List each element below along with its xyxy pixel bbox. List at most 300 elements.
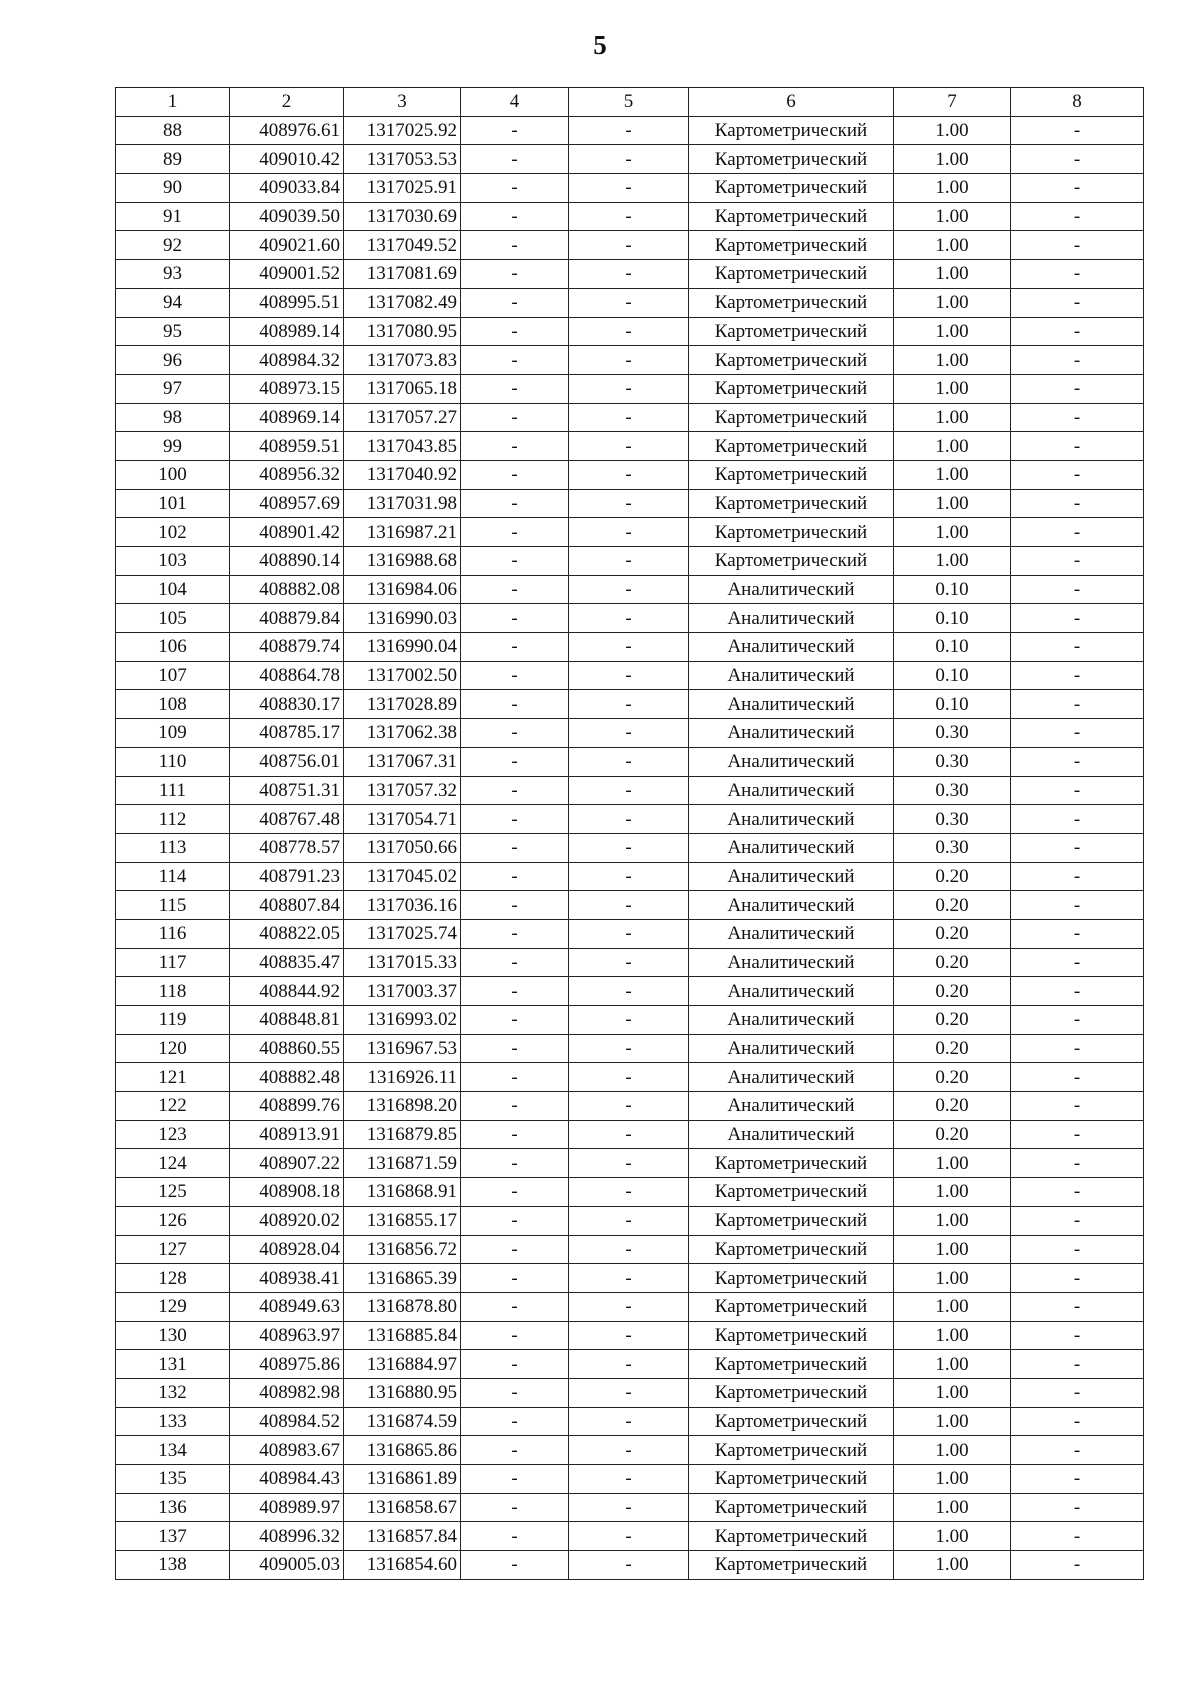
column-8-cell: - — [1011, 346, 1144, 375]
column-8-cell: - — [1011, 661, 1144, 690]
column-5-cell: - — [569, 1120, 689, 1149]
y-coordinate-cell: 1317043.85 — [344, 432, 461, 461]
method-cell: Аналитический — [689, 604, 894, 633]
column-4-cell: - — [461, 575, 569, 604]
column-8-cell: - — [1011, 260, 1144, 289]
table-row — [116, 1206, 1144, 1235]
y-coordinate-cell: 1316858.67 — [344, 1493, 461, 1522]
y-coordinate-cell: 1316990.03 — [344, 604, 461, 633]
x-coordinate-cell: 408975.86 — [230, 1350, 344, 1379]
y-coordinate-cell: 1316967.53 — [344, 1034, 461, 1063]
column-5-cell: - — [569, 1149, 689, 1178]
column-5-cell: - — [569, 547, 689, 576]
method-cell: Аналитический — [689, 1006, 894, 1035]
column-5-cell: - — [569, 346, 689, 375]
column-5-cell: - — [569, 1034, 689, 1063]
column-5-cell: - — [569, 174, 689, 203]
point-number-cell: 113 — [116, 833, 230, 862]
column-5-cell: - — [569, 1551, 689, 1580]
x-coordinate-cell: 408956.32 — [230, 460, 344, 489]
column-4-cell: - — [461, 374, 569, 403]
point-number-cell: 99 — [116, 432, 230, 461]
column-4-cell: - — [461, 288, 569, 317]
table-row — [116, 833, 1144, 862]
point-number-cell: 91 — [116, 202, 230, 231]
accuracy-cell: 0.30 — [894, 776, 1011, 805]
method-cell: Картометрический — [689, 1551, 894, 1580]
column-4-cell: - — [461, 518, 569, 547]
point-number-cell: 131 — [116, 1350, 230, 1379]
column-header-1: 1 — [116, 88, 230, 117]
y-coordinate-cell: 1317045.02 — [344, 862, 461, 891]
column-5-cell: - — [569, 747, 689, 776]
method-cell: Картометрический — [689, 1178, 894, 1207]
method-cell: Аналитический — [689, 661, 894, 690]
method-cell: Картометрический — [689, 1235, 894, 1264]
column-5-cell: - — [569, 489, 689, 518]
method-cell: Картометрический — [689, 231, 894, 260]
x-coordinate-cell: 408976.61 — [230, 116, 344, 145]
column-5-cell: - — [569, 776, 689, 805]
column-4-cell: - — [461, 260, 569, 289]
accuracy-cell: 0.20 — [894, 1092, 1011, 1121]
column-5-cell: - — [569, 805, 689, 834]
method-cell: Аналитический — [689, 1034, 894, 1063]
column-4-cell: - — [461, 977, 569, 1006]
table-row — [116, 862, 1144, 891]
table-row — [116, 145, 1144, 174]
column-8-cell: - — [1011, 288, 1144, 317]
y-coordinate-cell: 1316856.72 — [344, 1235, 461, 1264]
point-number-cell: 110 — [116, 747, 230, 776]
column-8-cell: - — [1011, 1006, 1144, 1035]
accuracy-cell: 0.30 — [894, 719, 1011, 748]
column-8-cell: - — [1011, 690, 1144, 719]
point-number-cell: 128 — [116, 1264, 230, 1293]
column-8-cell: - — [1011, 374, 1144, 403]
y-coordinate-cell: 1317067.31 — [344, 747, 461, 776]
accuracy-cell: 1.00 — [894, 260, 1011, 289]
y-coordinate-cell: 1316879.85 — [344, 1120, 461, 1149]
table-row — [116, 661, 1144, 690]
point-number-cell: 134 — [116, 1436, 230, 1465]
column-header-2: 2 — [230, 88, 344, 117]
x-coordinate-cell: 408995.51 — [230, 288, 344, 317]
x-coordinate-cell: 408973.15 — [230, 374, 344, 403]
table-row — [116, 202, 1144, 231]
accuracy-cell: 0.10 — [894, 575, 1011, 604]
column-5-cell: - — [569, 862, 689, 891]
method-cell: Аналитический — [689, 862, 894, 891]
method-cell: Аналитический — [689, 977, 894, 1006]
y-coordinate-cell: 1316898.20 — [344, 1092, 461, 1121]
point-number-cell: 95 — [116, 317, 230, 346]
table-row — [116, 460, 1144, 489]
x-coordinate-cell: 408860.55 — [230, 1034, 344, 1063]
method-cell: Аналитический — [689, 633, 894, 662]
x-coordinate-cell: 408899.76 — [230, 1092, 344, 1121]
column-4-cell: - — [461, 1436, 569, 1465]
accuracy-cell: 0.10 — [894, 633, 1011, 662]
point-number-cell: 123 — [116, 1120, 230, 1149]
column-8-cell: - — [1011, 1206, 1144, 1235]
column-4-cell: - — [461, 1120, 569, 1149]
column-4-cell: - — [461, 489, 569, 518]
column-8-cell: - — [1011, 317, 1144, 346]
accuracy-cell: 0.20 — [894, 977, 1011, 1006]
y-coordinate-cell: 1316854.60 — [344, 1551, 461, 1580]
method-cell: Картометрический — [689, 403, 894, 432]
column-4-cell: - — [461, 1321, 569, 1350]
y-coordinate-cell: 1317025.91 — [344, 174, 461, 203]
column-5-cell: - — [569, 604, 689, 633]
point-number-cell: 133 — [116, 1407, 230, 1436]
y-coordinate-cell: 1317015.33 — [344, 948, 461, 977]
column-8-cell: - — [1011, 719, 1144, 748]
method-cell: Картометрический — [689, 1493, 894, 1522]
accuracy-cell: 1.00 — [894, 1149, 1011, 1178]
y-coordinate-cell: 1317050.66 — [344, 833, 461, 862]
method-cell: Картометрический — [689, 260, 894, 289]
table-row — [116, 575, 1144, 604]
method-cell: Картометрический — [689, 1407, 894, 1436]
point-number-cell: 89 — [116, 145, 230, 174]
column-4-cell: - — [461, 1264, 569, 1293]
column-8-cell: - — [1011, 1350, 1144, 1379]
page-number: 5 — [593, 30, 607, 60]
method-cell: Аналитический — [689, 690, 894, 719]
point-number-cell: 90 — [116, 174, 230, 203]
x-coordinate-cell: 408879.74 — [230, 633, 344, 662]
table-row — [116, 1436, 1144, 1465]
y-coordinate-cell: 1317073.83 — [344, 346, 461, 375]
column-4-cell: - — [461, 1178, 569, 1207]
table-row — [116, 231, 1144, 260]
point-number-cell: 114 — [116, 862, 230, 891]
accuracy-cell: 0.20 — [894, 1063, 1011, 1092]
column-8-cell: - — [1011, 1120, 1144, 1149]
x-coordinate-cell: 408822.05 — [230, 919, 344, 948]
column-5-cell: - — [569, 1321, 689, 1350]
y-coordinate-cell: 1317025.92 — [344, 116, 461, 145]
point-number-cell: 121 — [116, 1063, 230, 1092]
column-8-cell: - — [1011, 805, 1144, 834]
table-row — [116, 174, 1144, 203]
table-row — [116, 1178, 1144, 1207]
accuracy-cell: 0.10 — [894, 661, 1011, 690]
accuracy-cell: 1.00 — [894, 346, 1011, 375]
method-cell: Аналитический — [689, 776, 894, 805]
table-row — [116, 547, 1144, 576]
accuracy-cell: 1.00 — [894, 174, 1011, 203]
column-5-cell: - — [569, 1522, 689, 1551]
table-row — [116, 518, 1144, 547]
table-row — [116, 919, 1144, 948]
accuracy-cell: 1.00 — [894, 231, 1011, 260]
column-8-cell: - — [1011, 862, 1144, 891]
accuracy-cell: 1.00 — [894, 1407, 1011, 1436]
column-5-cell: - — [569, 403, 689, 432]
method-cell: Аналитический — [689, 719, 894, 748]
column-4-cell: - — [461, 948, 569, 977]
column-8-cell: - — [1011, 432, 1144, 461]
y-coordinate-cell: 1316990.04 — [344, 633, 461, 662]
method-cell: Аналитический — [689, 891, 894, 920]
column-4-cell: - — [461, 1092, 569, 1121]
column-5-cell: - — [569, 575, 689, 604]
column-8-cell: - — [1011, 919, 1144, 948]
table-body — [116, 116, 1144, 1579]
table-header — [116, 88, 1144, 117]
x-coordinate-cell: 408928.04 — [230, 1235, 344, 1264]
table-row — [116, 403, 1144, 432]
method-cell: Аналитический — [689, 1092, 894, 1121]
point-number-cell: 102 — [116, 518, 230, 547]
column-5-cell: - — [569, 317, 689, 346]
x-coordinate-cell: 408882.08 — [230, 575, 344, 604]
method-cell: Картометрический — [689, 145, 894, 174]
point-number-cell: 96 — [116, 346, 230, 375]
column-4-cell: - — [461, 719, 569, 748]
point-number-cell: 116 — [116, 919, 230, 948]
column-4-cell: - — [461, 460, 569, 489]
column-5-cell: - — [569, 1092, 689, 1121]
table-row — [116, 1063, 1144, 1092]
x-coordinate-cell: 408938.41 — [230, 1264, 344, 1293]
y-coordinate-cell: 1316868.91 — [344, 1178, 461, 1207]
table-row — [116, 1465, 1144, 1494]
point-number-cell: 103 — [116, 547, 230, 576]
method-cell: Аналитический — [689, 805, 894, 834]
table-row — [116, 1292, 1144, 1321]
column-4-cell: - — [461, 604, 569, 633]
accuracy-cell: 1.00 — [894, 116, 1011, 145]
point-number-cell: 97 — [116, 374, 230, 403]
x-coordinate-cell: 409001.52 — [230, 260, 344, 289]
table-row — [116, 604, 1144, 633]
table-row — [116, 489, 1144, 518]
y-coordinate-cell: 1316885.84 — [344, 1321, 461, 1350]
table-row — [116, 719, 1144, 748]
accuracy-cell: 1.00 — [894, 1292, 1011, 1321]
accuracy-cell: 1.00 — [894, 1493, 1011, 1522]
point-number-cell: 98 — [116, 403, 230, 432]
method-cell: Картометрический — [689, 489, 894, 518]
table-header-row — [116, 88, 1144, 117]
column-8-cell: - — [1011, 948, 1144, 977]
accuracy-cell: 1.00 — [894, 317, 1011, 346]
y-coordinate-cell: 1316926.11 — [344, 1063, 461, 1092]
accuracy-cell: 1.00 — [894, 460, 1011, 489]
column-5-cell: - — [569, 1350, 689, 1379]
column-5-cell: - — [569, 518, 689, 547]
accuracy-cell: 1.00 — [894, 518, 1011, 547]
y-coordinate-cell: 1317028.89 — [344, 690, 461, 719]
table-row — [116, 1551, 1144, 1580]
accuracy-cell: 1.00 — [894, 1235, 1011, 1264]
column-8-cell: - — [1011, 1493, 1144, 1522]
y-coordinate-cell: 1317082.49 — [344, 288, 461, 317]
column-4-cell: - — [461, 1378, 569, 1407]
accuracy-cell: 1.00 — [894, 1465, 1011, 1494]
y-coordinate-cell: 1316874.59 — [344, 1407, 461, 1436]
column-4-cell: - — [461, 1006, 569, 1035]
accuracy-cell: 0.20 — [894, 1006, 1011, 1035]
column-header-6: 6 — [689, 88, 894, 117]
point-number-cell: 105 — [116, 604, 230, 633]
column-5-cell: - — [569, 260, 689, 289]
column-8-cell: - — [1011, 1522, 1144, 1551]
x-coordinate-cell: 408913.91 — [230, 1120, 344, 1149]
column-5-cell: - — [569, 202, 689, 231]
column-5-cell: - — [569, 1465, 689, 1494]
y-coordinate-cell: 1317057.27 — [344, 403, 461, 432]
point-number-cell: 138 — [116, 1551, 230, 1580]
accuracy-cell: 1.00 — [894, 1378, 1011, 1407]
method-cell: Картометрический — [689, 1378, 894, 1407]
method-cell: Картометрический — [689, 1522, 894, 1551]
method-cell: Картометрический — [689, 1149, 894, 1178]
method-cell: Картометрический — [689, 1465, 894, 1494]
column-8-cell: - — [1011, 518, 1144, 547]
column-5-cell: - — [569, 891, 689, 920]
point-number-cell: 106 — [116, 633, 230, 662]
column-8-cell: - — [1011, 633, 1144, 662]
column-4-cell: - — [461, 833, 569, 862]
column-8-cell: - — [1011, 1436, 1144, 1465]
table-row — [116, 891, 1144, 920]
x-coordinate-cell: 408907.22 — [230, 1149, 344, 1178]
y-coordinate-cell: 1316987.21 — [344, 518, 461, 547]
x-coordinate-cell: 408844.92 — [230, 977, 344, 1006]
y-coordinate-cell: 1316861.89 — [344, 1465, 461, 1494]
table-row — [116, 1092, 1144, 1121]
table-row — [116, 346, 1144, 375]
table-row — [116, 374, 1144, 403]
y-coordinate-cell: 1316884.97 — [344, 1350, 461, 1379]
column-5-cell: - — [569, 1178, 689, 1207]
table-row — [116, 977, 1144, 1006]
y-coordinate-cell: 1316993.02 — [344, 1006, 461, 1035]
point-number-cell: 92 — [116, 231, 230, 260]
x-coordinate-cell: 408830.17 — [230, 690, 344, 719]
column-5-cell: - — [569, 977, 689, 1006]
column-4-cell: - — [461, 116, 569, 145]
method-cell: Картометрический — [689, 317, 894, 346]
accuracy-cell: 0.10 — [894, 604, 1011, 633]
x-coordinate-cell: 408908.18 — [230, 1178, 344, 1207]
y-coordinate-cell: 1316878.80 — [344, 1292, 461, 1321]
column-4-cell: - — [461, 1206, 569, 1235]
x-coordinate-cell: 408920.02 — [230, 1206, 344, 1235]
column-5-cell: - — [569, 661, 689, 690]
table-row — [116, 1235, 1144, 1264]
table-row — [116, 1493, 1144, 1522]
y-coordinate-cell: 1317040.92 — [344, 460, 461, 489]
accuracy-cell: 1.00 — [894, 1321, 1011, 1350]
x-coordinate-cell: 408949.63 — [230, 1292, 344, 1321]
accuracy-cell: 1.00 — [894, 403, 1011, 432]
x-coordinate-cell: 408864.78 — [230, 661, 344, 690]
column-4-cell: - — [461, 317, 569, 346]
point-number-cell: 130 — [116, 1321, 230, 1350]
y-coordinate-cell: 1317003.37 — [344, 977, 461, 1006]
column-4-cell: - — [461, 403, 569, 432]
y-coordinate-cell: 1316984.06 — [344, 575, 461, 604]
column-4-cell: - — [461, 1465, 569, 1494]
column-4-cell: - — [461, 1034, 569, 1063]
x-coordinate-cell: 408785.17 — [230, 719, 344, 748]
method-cell: Картометрический — [689, 1292, 894, 1321]
column-5-cell: - — [569, 288, 689, 317]
point-number-cell: 122 — [116, 1092, 230, 1121]
column-4-cell: - — [461, 1350, 569, 1379]
column-4-cell: - — [461, 231, 569, 260]
column-header-7: 7 — [894, 88, 1011, 117]
x-coordinate-cell: 408756.01 — [230, 747, 344, 776]
table-row — [116, 1321, 1144, 1350]
accuracy-cell: 1.00 — [894, 1264, 1011, 1293]
column-5-cell: - — [569, 833, 689, 862]
column-4-cell: - — [461, 690, 569, 719]
method-cell: Картометрический — [689, 374, 894, 403]
point-number-cell: 118 — [116, 977, 230, 1006]
y-coordinate-cell: 1317036.16 — [344, 891, 461, 920]
coordinates-table — [115, 87, 1144, 1580]
column-5-cell: - — [569, 145, 689, 174]
column-4-cell: - — [461, 547, 569, 576]
accuracy-cell: 0.20 — [894, 862, 1011, 891]
column-5-cell: - — [569, 1378, 689, 1407]
column-5-cell: - — [569, 1407, 689, 1436]
column-8-cell: - — [1011, 1034, 1144, 1063]
table-row — [116, 1378, 1144, 1407]
table-row — [116, 1120, 1144, 1149]
y-coordinate-cell: 1317025.74 — [344, 919, 461, 948]
method-cell: Картометрический — [689, 547, 894, 576]
column-4-cell: - — [461, 1063, 569, 1092]
x-coordinate-cell: 408791.23 — [230, 862, 344, 891]
table-row — [116, 1149, 1144, 1178]
column-8-cell: - — [1011, 116, 1144, 145]
x-coordinate-cell: 409010.42 — [230, 145, 344, 174]
x-coordinate-cell: 408963.97 — [230, 1321, 344, 1350]
point-number-cell: 132 — [116, 1378, 230, 1407]
y-coordinate-cell: 1317002.50 — [344, 661, 461, 690]
column-8-cell: - — [1011, 1264, 1144, 1293]
column-5-cell: - — [569, 432, 689, 461]
accuracy-cell: 1.00 — [894, 1178, 1011, 1207]
method-cell: Картометрический — [689, 288, 894, 317]
table-row — [116, 1407, 1144, 1436]
x-coordinate-cell: 408957.69 — [230, 489, 344, 518]
column-4-cell: - — [461, 1235, 569, 1264]
table-row — [116, 805, 1144, 834]
column-4-cell: - — [461, 174, 569, 203]
x-coordinate-cell: 408901.42 — [230, 518, 344, 547]
method-cell: Аналитический — [689, 948, 894, 977]
point-number-cell: 104 — [116, 575, 230, 604]
column-5-cell: - — [569, 374, 689, 403]
column-5-cell: - — [569, 1436, 689, 1465]
column-8-cell: - — [1011, 1407, 1144, 1436]
accuracy-cell: 0.20 — [894, 1120, 1011, 1149]
table-row — [116, 116, 1144, 145]
table-row — [116, 1264, 1144, 1293]
x-coordinate-cell: 408778.57 — [230, 833, 344, 862]
point-number-cell: 120 — [116, 1034, 230, 1063]
point-number-cell: 124 — [116, 1149, 230, 1178]
